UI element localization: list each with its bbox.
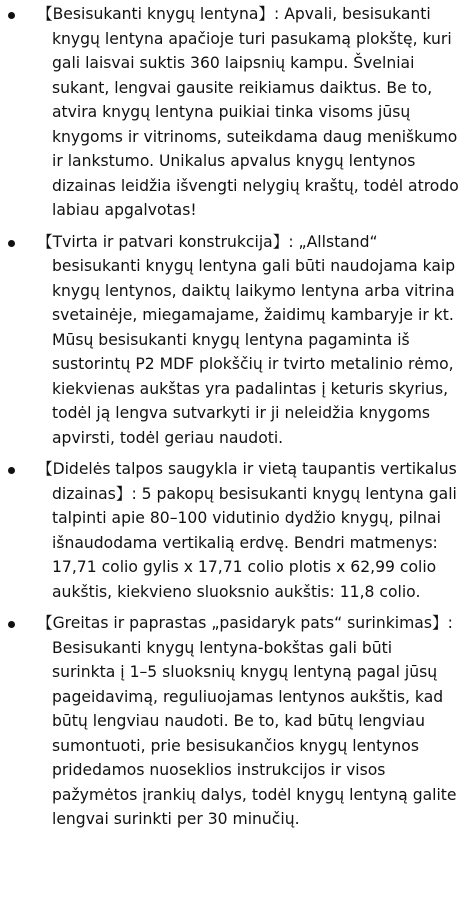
- feature-title: 【Besisukanti knygų lentyna】: [37, 5, 275, 23]
- feature-text: : Besisukanti knygų lentyna-bokštas gali būti surinkta į 1–5 sluoksnių knygų lentyną pagal jūsų pageidavimą, reguliuojamas lentynos aukštis, kad būtų lengviau naudoti. Be to, kad būtų lengviau sumontuoti, prie besisukančios knygų lentynos pridedamos nuoseklios instrukcijos ir visos pažymėtos įrankių dalys, todėl knygų lentyną galite lengvai surinkti per 30 minučių.: [52, 614, 457, 828]
- bullet-icon: [8, 467, 15, 474]
- feature-list: [2, 2, 459, 832]
- bullet-icon: [8, 621, 15, 628]
- feature-title: 【Tvirta ir patvari konstrukcija】: [37, 232, 289, 251]
- feature-item-rotating: [2, 2, 459, 223]
- feature-title: 【Greitas ir paprastas „pasidaryk pats“ surinkimas】: [37, 614, 448, 632]
- feature-item-assembly: [2, 611, 459, 832]
- feature-text: : „Allstand“ besisukanti knygų lentyna gali būti naudojama kaip knygų lentynos, daiktų laikymo lentyna arba vitrina svetainėje, miegamajame, žaidimų kambaryje ir kt. Mūsų besisukanti knygų lentyna pagaminta iš sustorintų P2 MDF plokščių ir tvirto metalinio rėmo, kiekvienas aukštas yra padalintas į keturis skyrius, todėl ją lengva sutvarkyti ir ji neleidžia knygoms apvirsti, todėl geriau naudoti.: [52, 232, 456, 447]
- feature-text: : 5 pakopų besisukanti knygų lentyna gali talpinti apie 80–100 vidutinio dydžio knygų, pilnai išnaudodama vertikalią erdvę. Bendri matmenys: 17,71 colio gylis x 17,71 colio plotis x 62,99 colio aukštis, kiekvieno sluoksnio aukštis: 11,8 colio.: [52, 484, 457, 601]
- feature-item-capacity: [2, 457, 459, 604]
- bullet-icon: [8, 12, 15, 19]
- feature-text: : Apvali, besisukanti knygų lentyna apačioje turi pasukamą plokštę, kuri gali laisvai suktis 360 laipsnių kampu. Švelniai sukant, lengvai gausite reikiamus daiktus. Be to, atvira knygų lentyna puikiai tinka visoms jūsų knygoms ir vitrinoms, suteikdama daug meniškumo ir lankstumo. Unikalus apvalus knygų lentynos dizainas leidžia išvengti nelygių kraštų, todėl atrodo labiau apgalvotas!: [52, 5, 459, 219]
- feature-title: 【Didelės talpos saugykla ir vietą taupantis vertikalus dizainas】: [37, 460, 457, 503]
- bullet-icon: [8, 240, 15, 247]
- feature-item-construction: [2, 230, 459, 451]
